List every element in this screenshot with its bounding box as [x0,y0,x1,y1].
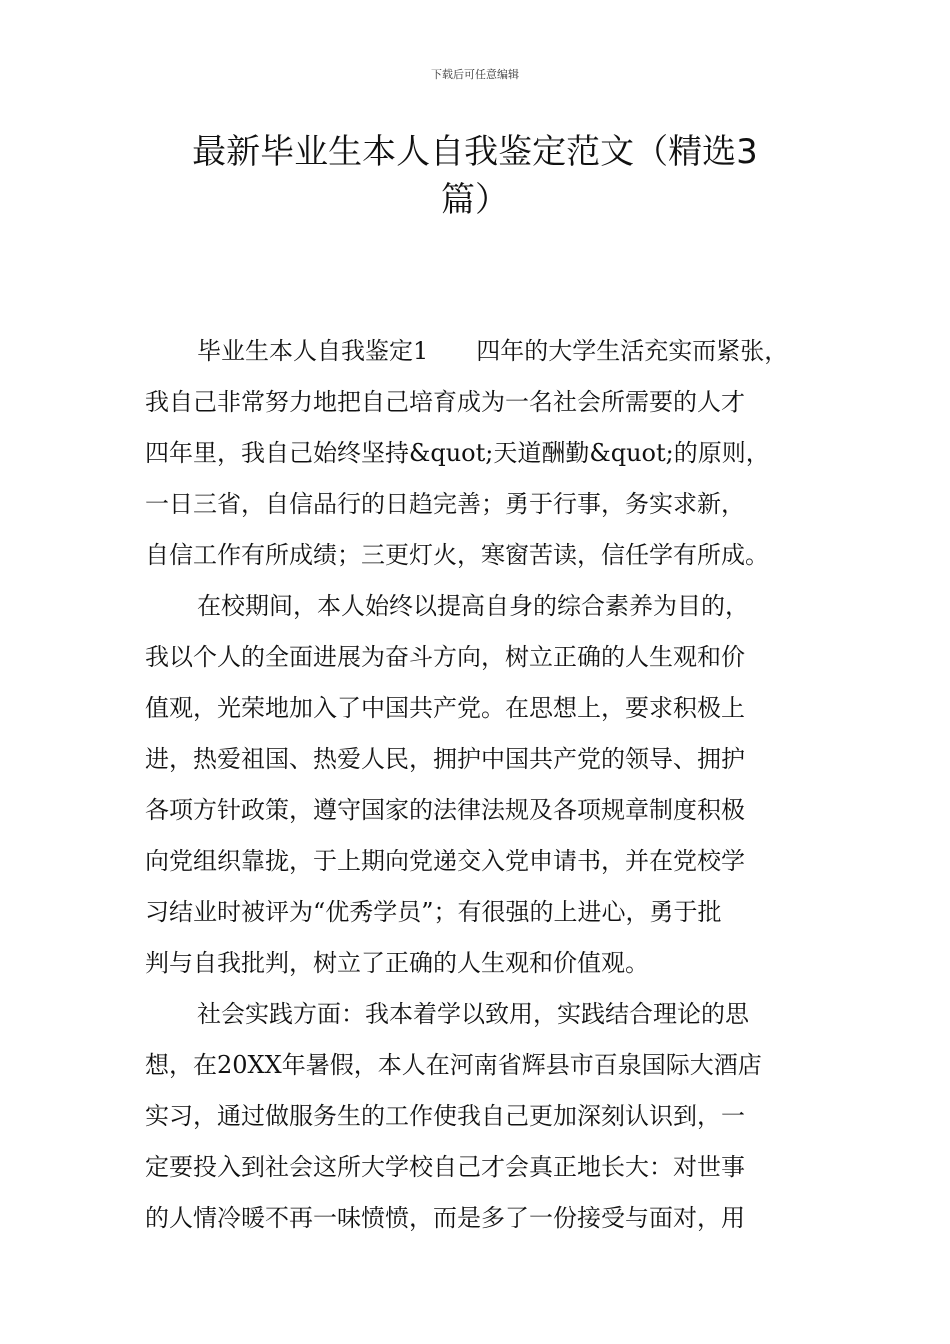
body-line: 值观，光荣地加入了中国共产党。在思想上，要求积极上 [145,694,745,722]
body-line: 各项方针政策，遵守国家的法律法规及各项规章制度积极 [145,796,745,824]
body-line: 想，在20XX年暑假，本人在河南省辉县市百泉国际大酒店 [145,1051,762,1079]
body-line: 向党组织靠拢，于上期向党递交入党申请书，并在党校学 [145,847,745,875]
document-title [150,128,800,224]
body-line: 的人情冷暖不再一味愤愤，而是多了一份接受与面对，用 [145,1204,745,1232]
title-line-2: 篇） [441,180,509,220]
body-line: 一日三省，自信品行的日趋完善；勇于行事，务实求新， [145,490,745,518]
body-line: 自信工作有所成绩；三更灯火，寒窗苦读，信任学有所成。 [145,541,769,569]
body-line: 实习，通过做服务生的工作使我自己更加深刻认识到，一 [145,1102,745,1130]
title-line-1: 最新毕业生本人自我鉴定范文（精选3 [192,132,758,172]
body-line: 进，热爱祖国、热爱人民，拥护中国共产党的领导、拥护 [145,745,745,773]
body-line: 毕业生本人自我鉴定1 四年的大学生活充实而紧张， [197,337,789,365]
document-body [145,326,845,1244]
body-line: 四年里，我自己始终坚持&quot;天道酬勤&quot;的原则， [145,439,770,467]
body-line: 我自己非常努力地把自己培育成为一名社会所需要的人才 [145,388,745,416]
body-line: 在校期间，本人始终以提高自身的综合素养为目的， [197,592,749,620]
body-line: 我以个人的全面进展为奋斗方向，树立正确的人生观和价 [145,643,745,671]
body-line: 定要投入到社会这所大学校自己才会真正地长大：对世事 [145,1153,745,1181]
body-line: 判与自我批判，树立了正确的人生观和价值观。 [145,949,649,977]
body-line: 社会实践方面：我本着学以致用，实践结合理论的思 [197,1000,749,1028]
header-note: 下载后可任意编辑 [431,68,519,81]
body-line: 习结业时被评为“优秀学员”；有很强的上进心，勇于批 [145,898,722,926]
